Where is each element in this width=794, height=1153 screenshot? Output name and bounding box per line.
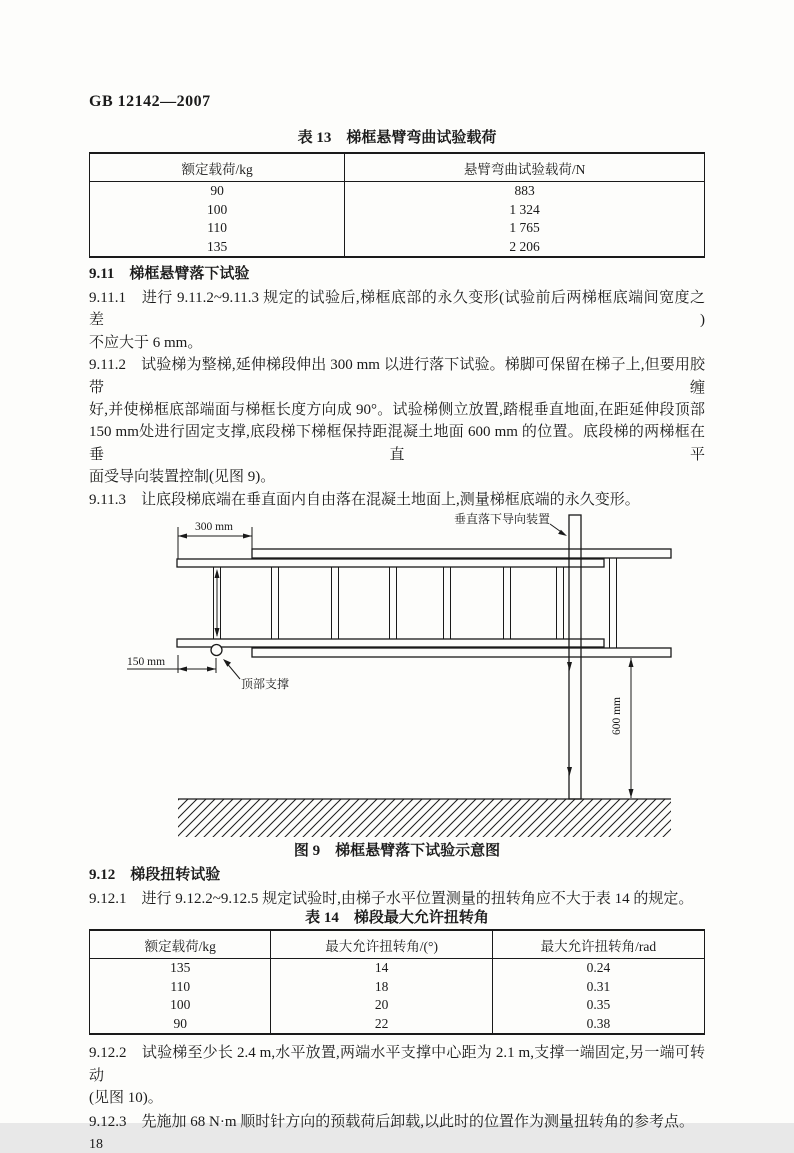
table-row — [90, 978, 705, 997]
table-cell: 0.24 — [492, 959, 704, 978]
table-cell: 14 — [271, 959, 492, 978]
table-row — [90, 219, 705, 238]
dimension-arrow — [243, 534, 252, 539]
text-line: 好,并使梯框底部端面与梯框长度方向成 90°。试验梯侧立放置,踏棍垂直地面,在距延伸段顶部 — [89, 402, 705, 419]
text-line: (见图 10)。 — [89, 1090, 163, 1107]
table14-header-cell: 最大允许扭转角/rad — [492, 930, 704, 959]
table13-header-cell: 额定载荷/kg — [90, 153, 345, 182]
table-14 — [89, 929, 705, 1035]
table-cell: 2 206 — [345, 238, 705, 258]
table-cell: 1 765 — [345, 219, 705, 238]
fly-section-top-rail — [177, 559, 604, 567]
table13-header-cell: 悬臂弯曲试验载荷/N — [345, 153, 705, 182]
ladder-rung — [504, 567, 511, 639]
standard-code: GB 12142—2007 — [89, 93, 211, 110]
table-row — [90, 1015, 705, 1035]
table-cell: 0.31 — [492, 978, 704, 997]
table-cell: 0.35 — [492, 996, 704, 1015]
paragraph-9-11-3 — [89, 489, 705, 511]
paragraph-9-11-1 — [89, 287, 705, 354]
table-cell: 135 — [170, 960, 191, 976]
text-line: 9.11.1 进行 9.11.2~9.11.3 规定的试验后,梯框底部的永久变形(试验前后两梯框底端间宽度之差) — [89, 290, 705, 329]
dimension-label-150mm: 150 mm — [127, 656, 166, 669]
vertical-guide-label: 垂直落下导向装置 — [454, 512, 551, 527]
table-cell: 90 — [173, 1015, 187, 1031]
section-9-12-heading: 9.12 梯段扭转试验 — [89, 867, 221, 884]
dimension-arrow — [178, 534, 187, 539]
text-line: 面受导向装置控制(见图 9)。 — [89, 469, 276, 486]
table13-header-row — [90, 153, 705, 182]
text-line: 9.12.2 试验梯至少长 2.4 m,水平放置,两端水平支撑中心距为 2.1 m,支撑一端固定,另一端可转动 — [89, 1045, 705, 1084]
table-row — [90, 182, 705, 201]
text-line: 9.12.3 先施加 68 N·m 顺时针方向的预载荷后卸载,以此时的位置作为测量扭转角的参考点。 — [89, 1113, 694, 1130]
table13-title: 表 13 梯框悬臂弯曲试验载荷 — [297, 130, 497, 146]
table14-header-cell: 最大允许扭转角/(°) — [271, 930, 492, 959]
base-section-bottom-rail — [252, 648, 671, 657]
down-arrow — [215, 628, 220, 637]
table14-header-row — [90, 930, 705, 959]
table-cell: 1 324 — [345, 201, 705, 220]
table-cell: 100 — [170, 997, 191, 1013]
dimension-label-300mm: 300 mm — [194, 521, 234, 534]
table-cell: 883 — [345, 182, 705, 201]
dimension-arrow — [207, 667, 216, 672]
table-cell: 110 — [170, 978, 191, 994]
paragraph-9-11-2 — [89, 354, 705, 488]
table-row — [90, 996, 705, 1015]
up-arrow — [215, 569, 220, 578]
paragraph-9-12-2 — [89, 1042, 705, 1109]
ladder-rung — [390, 567, 397, 639]
dimension-arrow — [629, 789, 634, 798]
table-cell: 20 — [271, 996, 492, 1015]
table-row — [90, 201, 705, 220]
figure-9-caption: 图 9 梯框悬臂落下试验示意图 — [293, 843, 501, 860]
table-row — [90, 238, 705, 258]
table-cell: 0.38 — [492, 1015, 704, 1035]
leader-arrow — [223, 659, 231, 667]
ladder-rung — [332, 567, 339, 639]
drop-direction-arrow — [567, 767, 572, 776]
text-line: 不应大于 6 mm。 — [89, 334, 203, 351]
drop-direction-arrow — [567, 662, 572, 671]
fly-section-bottom-rail — [177, 639, 604, 647]
table-row — [90, 959, 705, 978]
table-cell: 18 — [271, 978, 492, 997]
table-cell: 90 — [210, 183, 224, 198]
table-cell: 100 — [206, 201, 228, 217]
dimension-label-600mm: 600 mm — [611, 697, 623, 736]
text-line: 9.12.1 进行 9.12.2~9.12.5 规定试验时,由梯子水平位置测量的扭转角应不大于表 14 的规定。 — [89, 891, 694, 908]
ladder-rung — [557, 567, 564, 639]
ladder-drop-test-diagram — [89, 511, 705, 843]
paragraph-9-12-1 — [89, 888, 705, 910]
top-support-label: 顶部支撑 — [241, 677, 290, 692]
ladder-rung — [610, 558, 617, 648]
dimension-arrow — [629, 658, 634, 667]
figure-9-diagram — [89, 511, 705, 843]
section-9-11-heading: 9.11 梯框悬臂落下试验 — [89, 266, 250, 282]
paragraph-9-12-3 — [89, 1111, 705, 1133]
ladder-rung — [272, 567, 279, 639]
top-support-roller — [211, 645, 222, 656]
table-cell: 135 — [206, 238, 228, 254]
text-line: 150 mm处进行固定支撑,底段梯下梯框保持距混凝土地面 600 mm 的位置。底段梯的两梯框在垂直平 — [89, 424, 705, 463]
table-cell: 110 — [207, 220, 227, 235]
base-section-top-rail — [252, 549, 671, 558]
table-13 — [89, 152, 705, 258]
dimension-arrow — [178, 667, 187, 672]
page-number: 18 — [89, 1137, 103, 1153]
ground-hatch — [178, 799, 671, 837]
table-cell: 22 — [271, 1015, 492, 1035]
text-line: 9.11.3 让底段梯底端在垂直面内自由落在混凝土地面上,测量梯框底端的永久变形。 — [89, 491, 640, 508]
ladder-rung — [444, 567, 451, 639]
text-line: 9.11.2 试验梯为整梯,延伸梯段伸出 300 mm 以进行落下试验。梯脚可保留在梯子上,但要用胶带缠 — [89, 357, 705, 396]
table14-title: 表 14 梯段最大允许扭转角 — [305, 910, 489, 927]
table14-header-cell: 额定载荷/kg — [90, 930, 271, 959]
